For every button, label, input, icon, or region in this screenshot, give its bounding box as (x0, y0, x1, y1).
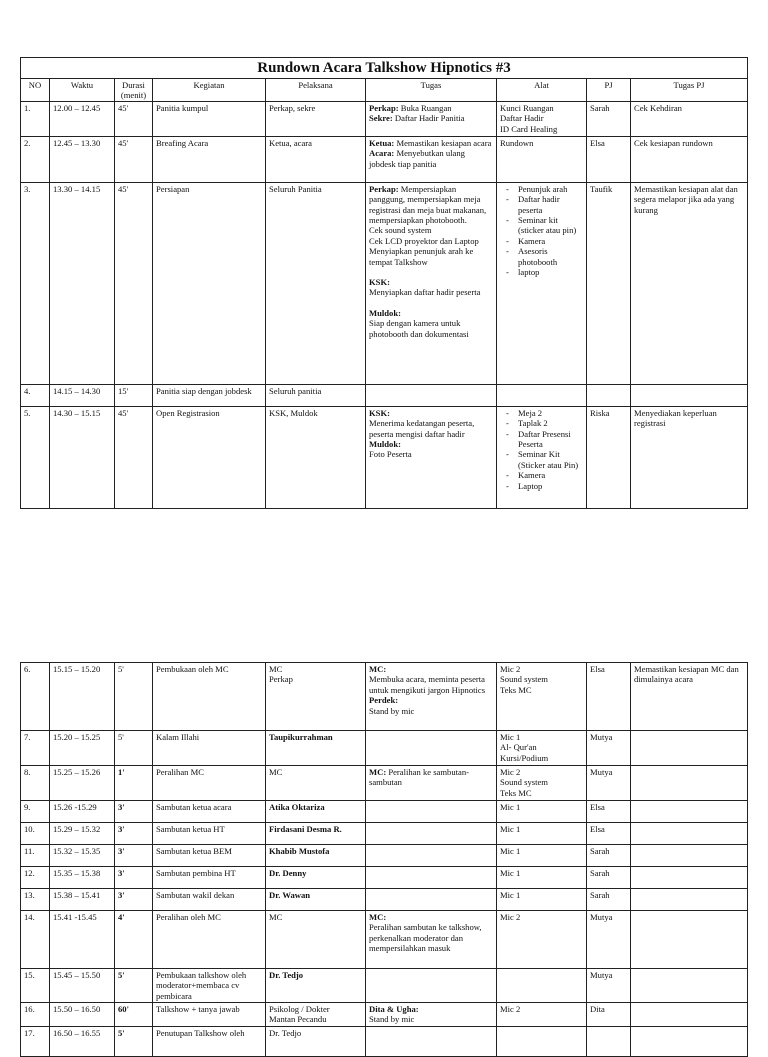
cell-pelaksana: Seluruh Panitia (266, 182, 366, 384)
alat-item: Sound system (500, 777, 548, 788)
cell-kegiatan: Kalam Illahi (153, 731, 266, 766)
cell-pj: Sarah (587, 867, 631, 889)
cell-waktu: 15.25 – 15.26 (50, 766, 115, 801)
cell-no: 15. (21, 969, 50, 1003)
table-row (21, 801, 748, 823)
cell-tugas (366, 969, 497, 1003)
cell-tugas-pj: Menyediakan keperluan registrasi (631, 406, 748, 508)
cell-kegiatan: Sambutan ketua BEM (153, 845, 266, 867)
alat-item: Mic 1 (500, 732, 521, 742)
alat-item: Kursi/Podium (500, 752, 549, 763)
cell-no: 12. (21, 867, 50, 889)
cell-tugas (366, 1027, 497, 1057)
cell-durasi: 3' (115, 823, 153, 845)
tugas-role-label: Ketua: (369, 137, 395, 148)
cell-tugas (366, 384, 497, 406)
cell-kegiatan: Peralihan oleh MC (153, 911, 266, 969)
alat-item: - Laptop (518, 481, 583, 491)
alat-item: - Seminar kit (sticker atau pin) (518, 215, 583, 236)
cell-waktu: 12.00 – 12.45 (50, 101, 115, 136)
cell-pelaksana: MC (266, 766, 366, 801)
tugas-role-label: MC: (369, 767, 387, 777)
cell-pj: Sarah (587, 845, 631, 867)
tugas-text: Stand by mic (369, 705, 415, 716)
tugas-role-label: Perdek: (369, 695, 399, 706)
tugas-text: Menyiapkan penunjuk arah ke tempat Talkshow (369, 246, 474, 267)
table-row (21, 182, 748, 384)
cell-pj (587, 1027, 631, 1057)
cell-tugas (366, 406, 497, 508)
tugas-text: Membuka acara, meminta peserta untuk mengikuti jargon Hipnotics (369, 674, 486, 695)
cell-pj: Mutya (587, 766, 631, 801)
cell-tugas (366, 663, 497, 731)
tugas-text: Cek sound system (369, 225, 432, 236)
cell-tugas-pj: Cek Kehdiran (631, 101, 748, 136)
alat-item: - Daftar hadir peserta (518, 194, 583, 215)
cell-alat: Mic 1 (497, 823, 587, 845)
cell-no: 16. (21, 1003, 50, 1027)
cell-tugas-pj (631, 823, 748, 845)
cell-durasi: 3' (115, 845, 153, 867)
cell-pelaksana: Atika Oktariza (266, 801, 366, 823)
alat-item: - laptop (518, 267, 583, 277)
cell-waktu: 15.41 -15.45 (50, 911, 115, 969)
cell-kegiatan: Breafing Acara (153, 136, 266, 182)
cell-alat (497, 969, 587, 1003)
header-tugas: Tugas (366, 79, 497, 102)
rundown-table-page2 (20, 662, 748, 1057)
cell-waktu: 15.35 – 15.38 (50, 867, 115, 889)
cell-tugas (366, 889, 497, 911)
cell-durasi: 3' (115, 889, 153, 911)
alat-item: - Asesoris photobooth (518, 246, 583, 267)
alat-item: - Penunjuk arah (518, 184, 583, 194)
cell-kegiatan: Open Registrasion (153, 406, 266, 508)
tugas-text: Daftar Hadir Panitia (392, 113, 465, 124)
table-row (21, 889, 748, 911)
header-pj: PJ (587, 79, 631, 102)
tugas-role-label: MC: (369, 912, 387, 922)
cell-tugas-pj: Memastikan kesiapan MC dan dimulainya acara (631, 663, 748, 731)
tugas-text: Cek LCD proyektor dan Laptop (369, 235, 479, 246)
cell-no: 5. (21, 406, 50, 508)
cell-pj: Mutya (587, 911, 631, 969)
cell-pelaksana: Firdasani Desma R. (266, 823, 366, 845)
tugas-text: Buka Ruangan (398, 102, 452, 113)
cell-pj: Riska (587, 406, 631, 508)
alat-item: - Meja 2 (518, 408, 583, 418)
tugas-text: Menyiapkan daftar hadir peserta (369, 287, 481, 298)
cell-waktu: 15.20 – 15.25 (50, 731, 115, 766)
cell-tugas-pj (631, 1027, 748, 1057)
table-row (21, 384, 748, 406)
cell-pj: Taufik (587, 182, 631, 384)
cell-tugas-pj: Cek kesiapan rundown (631, 136, 748, 182)
alat-item: - Kamera (518, 236, 583, 246)
cell-durasi: 45' (115, 101, 153, 136)
table-row (21, 136, 748, 182)
cell-no: 8. (21, 766, 50, 801)
header-tugas-pj: Tugas PJ (631, 79, 748, 102)
cell-alat (497, 101, 587, 136)
table-row (21, 845, 748, 867)
cell-pelaksana: Dr. Wawan (266, 889, 366, 911)
cell-tugas-pj (631, 766, 748, 801)
table-header-row (21, 79, 748, 102)
cell-waktu: 15.29 – 15.32 (50, 823, 115, 845)
cell-tugas (366, 801, 497, 823)
cell-waktu: 15.50 – 16.50 (50, 1003, 115, 1027)
header-pelaksana: Pelaksana (266, 79, 366, 102)
cell-tugas-pj (631, 1003, 748, 1027)
cell-alat: Mic 1 (497, 867, 587, 889)
cell-kegiatan: Sambutan pembina HT (153, 867, 266, 889)
cell-pelaksana: Ketua, acara (266, 136, 366, 182)
cell-no: 4. (21, 384, 50, 406)
cell-durasi: 5' (115, 1027, 153, 1057)
cell-pelaksana: Seluruh panitia (266, 384, 366, 406)
cell-durasi: 3' (115, 867, 153, 889)
cell-pj: Elsa (587, 801, 631, 823)
alat-item: - Kamera (518, 470, 583, 480)
table-row (21, 406, 748, 508)
cell-no: 3. (21, 182, 50, 384)
cell-durasi: 60' (115, 1003, 153, 1027)
cell-tugas-pj (631, 801, 748, 823)
alat-item: Sound system (500, 674, 548, 685)
cell-pelaksana: Dr. Tedjo (266, 1027, 366, 1057)
cell-kegiatan: Pembukaan talkshow oleh moderator+membaca cv pembicara (153, 969, 266, 1003)
cell-tugas-pj (631, 889, 748, 911)
cell-tugas (366, 911, 497, 969)
pelaksana-item: Perkap (269, 674, 293, 685)
cell-waktu: 15.26 -15.29 (50, 801, 115, 823)
header-alat: Alat (497, 79, 587, 102)
cell-kegiatan: Panitia siap dengan jobdesk (153, 384, 266, 406)
cell-waktu: 15.38 – 15.41 (50, 889, 115, 911)
cell-durasi: 5' (115, 731, 153, 766)
cell-kegiatan: Pembukaan oleh MC (153, 663, 266, 731)
tugas-role-label: KSK: (369, 277, 391, 288)
cell-alat: Mic 2 (497, 1003, 587, 1027)
alat-item: Rundown (500, 137, 534, 148)
cell-pelaksana: MC (266, 911, 366, 969)
cell-durasi: 4' (115, 911, 153, 969)
cell-alat (497, 182, 587, 384)
cell-alat: Mic 1 (497, 889, 587, 911)
alat-item: Kunci Ruangan (500, 102, 554, 113)
cell-pelaksana: Khabib Mustofa (266, 845, 366, 867)
table-row (21, 969, 748, 1003)
alat-item: Mic 2 (500, 767, 521, 777)
pelaksana-item: Psikolog / Dokter (269, 1004, 330, 1014)
alat-item: Daftar Hadir (500, 113, 544, 124)
table-row (21, 731, 748, 766)
cell-alat: Mic 2 (497, 911, 587, 969)
cell-pj: Sarah (587, 889, 631, 911)
cell-waktu: 15.15 – 15.20 (50, 663, 115, 731)
cell-pj: Elsa (587, 136, 631, 182)
cell-pelaksana (266, 663, 366, 731)
tugas-text: Peralihan ke sambutan-sambutan (369, 767, 469, 788)
alat-item: Teks MC (500, 787, 532, 798)
alat-item: - Seminar Kit (Sticker atau Pin) (518, 449, 583, 470)
cell-kegiatan: Sambutan ketua acara (153, 801, 266, 823)
cell-pelaksana: Perkap, sekre (266, 101, 366, 136)
tugas-role-label: MC: (369, 664, 387, 674)
alat-item: - Daftar Presensi Peserta (518, 429, 583, 450)
cell-tugas (366, 1003, 497, 1027)
cell-durasi: 5' (115, 663, 153, 731)
cell-no: 1. (21, 101, 50, 136)
header-waktu: Waktu (50, 79, 115, 102)
table-row (21, 1027, 748, 1057)
cell-no: 9. (21, 801, 50, 823)
cell-no: 13. (21, 889, 50, 911)
cell-pj: Elsa (587, 823, 631, 845)
cell-durasi: 45' (115, 136, 153, 182)
cell-pj: Mutya (587, 731, 631, 766)
tugas-role-label: Perkap: (369, 102, 399, 113)
cell-alat (497, 766, 587, 801)
tugas-role-label: KSK: (369, 407, 391, 418)
cell-tugas (366, 136, 497, 182)
cell-no: 14. (21, 911, 50, 969)
cell-no: 10. (21, 823, 50, 845)
cell-tugas (366, 823, 497, 845)
cell-kegiatan: Panitia kumpul (153, 101, 266, 136)
cell-kegiatan: Penutupan Talkshow oleh (153, 1027, 266, 1057)
alat-item: ID Card Healing (500, 123, 558, 134)
rundown-table-page1 (20, 57, 748, 509)
cell-kegiatan: Sambutan wakil dekan (153, 889, 266, 911)
cell-waktu: 14.30 – 15.15 (50, 406, 115, 508)
cell-tugas-pj (631, 969, 748, 1003)
cell-waktu: 12.45 – 13.30 (50, 136, 115, 182)
cell-alat (497, 731, 587, 766)
cell-pj: Mutya (587, 969, 631, 1003)
alat-item: Mic 2 (500, 664, 521, 674)
cell-alat (497, 1027, 587, 1057)
cell-pj (587, 384, 631, 406)
cell-tugas (366, 182, 497, 384)
tugas-text: Foto Peserta (369, 449, 412, 460)
cell-durasi: 1' (115, 766, 153, 801)
cell-no: 6. (21, 663, 50, 731)
tugas-text: Siap dengan kamera untuk photobooth dan dokumentasi (369, 318, 469, 339)
cell-waktu: 15.45 – 15.50 (50, 969, 115, 1003)
table-row (21, 101, 748, 136)
pelaksana-item: Mantan Pecandu (269, 1014, 327, 1025)
cell-waktu: 15.32 – 15.35 (50, 845, 115, 867)
tugas-role-label: Acara: (369, 148, 395, 159)
tugas-text: Stand by mic (369, 1014, 415, 1025)
cell-pelaksana: KSK, Muldok (266, 406, 366, 508)
tugas-role-label: Muldok: (369, 307, 401, 318)
cell-tugas-pj (631, 867, 748, 889)
cell-kegiatan: Peralihan MC (153, 766, 266, 801)
tugas-role-label: Dita & Ugha: (369, 1004, 419, 1014)
pelaksana-item: MC (269, 664, 283, 674)
alat-item: Teks MC (500, 684, 532, 695)
table-row (21, 1003, 748, 1027)
tugas-role-label: Perkap: (369, 183, 399, 194)
cell-pelaksana: Dr. Tedjo (266, 969, 366, 1003)
cell-pj: Dita (587, 1003, 631, 1027)
document-title: Rundown Acara Talkshow Hipnotics #3 (21, 58, 748, 79)
tugas-text: Menerima kedatangan peserta, peserta mengisi daftar hadir (369, 418, 475, 439)
tugas-role-label: Sekre: (369, 113, 393, 124)
table-row (21, 867, 748, 889)
cell-no: 17. (21, 1027, 50, 1057)
cell-alat (497, 406, 587, 508)
cell-no: 7. (21, 731, 50, 766)
cell-kegiatan: Talkshow + tanya jawab (153, 1003, 266, 1027)
table-row (21, 911, 748, 969)
cell-tugas (366, 101, 497, 136)
tugas-text: Menyebutkan ulang jobdesk tiap panitia (369, 148, 465, 169)
table-row (21, 823, 748, 845)
cell-tugas-pj (631, 845, 748, 867)
cell-durasi: 45' (115, 406, 153, 508)
cell-durasi: 5' (115, 969, 153, 1003)
cell-alat (497, 384, 587, 406)
cell-tugas-pj (631, 731, 748, 766)
tugas-text: Mempersiapkan panggung, mempersiapkan meja registrasi dan meja buat makanan, mempersiapkan photobooth. (369, 183, 487, 226)
cell-waktu: 13.30 – 14.15 (50, 182, 115, 384)
cell-pelaksana: Taupikurrahman (266, 731, 366, 766)
header-no: NO (21, 79, 50, 102)
tugas-role-label: Muldok: (369, 439, 401, 450)
cell-tugas (366, 731, 497, 766)
cell-pj: Sarah (587, 101, 631, 136)
cell-tugas (366, 867, 497, 889)
cell-durasi: 3' (115, 801, 153, 823)
cell-durasi: 15' (115, 384, 153, 406)
cell-tugas-pj (631, 384, 748, 406)
cell-durasi: 45' (115, 182, 153, 384)
cell-pelaksana (266, 1003, 366, 1027)
cell-kegiatan: Sambutan ketua HT (153, 823, 266, 845)
tugas-text: Peralihan sambutan ke talkshow, perkenalkan moderator dan mempersilahkan masuk (369, 922, 482, 954)
table-row (21, 663, 748, 731)
cell-pj: Elsa (587, 663, 631, 731)
cell-waktu: 16.50 – 16.55 (50, 1027, 115, 1057)
cell-pelaksana: Dr. Denny (266, 867, 366, 889)
alat-item: - Taplak 2 (518, 418, 583, 428)
cell-no: 11. (21, 845, 50, 867)
cell-tugas-pj (631, 911, 748, 969)
alat-item: Al- Qur'an (500, 742, 537, 753)
cell-alat (497, 663, 587, 731)
tugas-text: Memastikan kesiapan acara (394, 137, 492, 148)
cell-alat: Mic 1 (497, 801, 587, 823)
cell-alat: Mic 1 (497, 845, 587, 867)
header-durasi: Durasi (menit) (115, 79, 153, 102)
cell-tugas (366, 766, 497, 801)
cell-alat (497, 136, 587, 182)
cell-tugas-pj: Memastikan kesiapan alat dan segera melapor jika ada yang kurang (631, 182, 748, 384)
table-row (21, 766, 748, 801)
cell-waktu: 14.15 – 14.30 (50, 384, 115, 406)
header-kegiatan: Kegiatan (153, 79, 266, 102)
cell-tugas (366, 845, 497, 867)
cell-no: 2. (21, 136, 50, 182)
cell-kegiatan: Persiapan (153, 182, 266, 384)
